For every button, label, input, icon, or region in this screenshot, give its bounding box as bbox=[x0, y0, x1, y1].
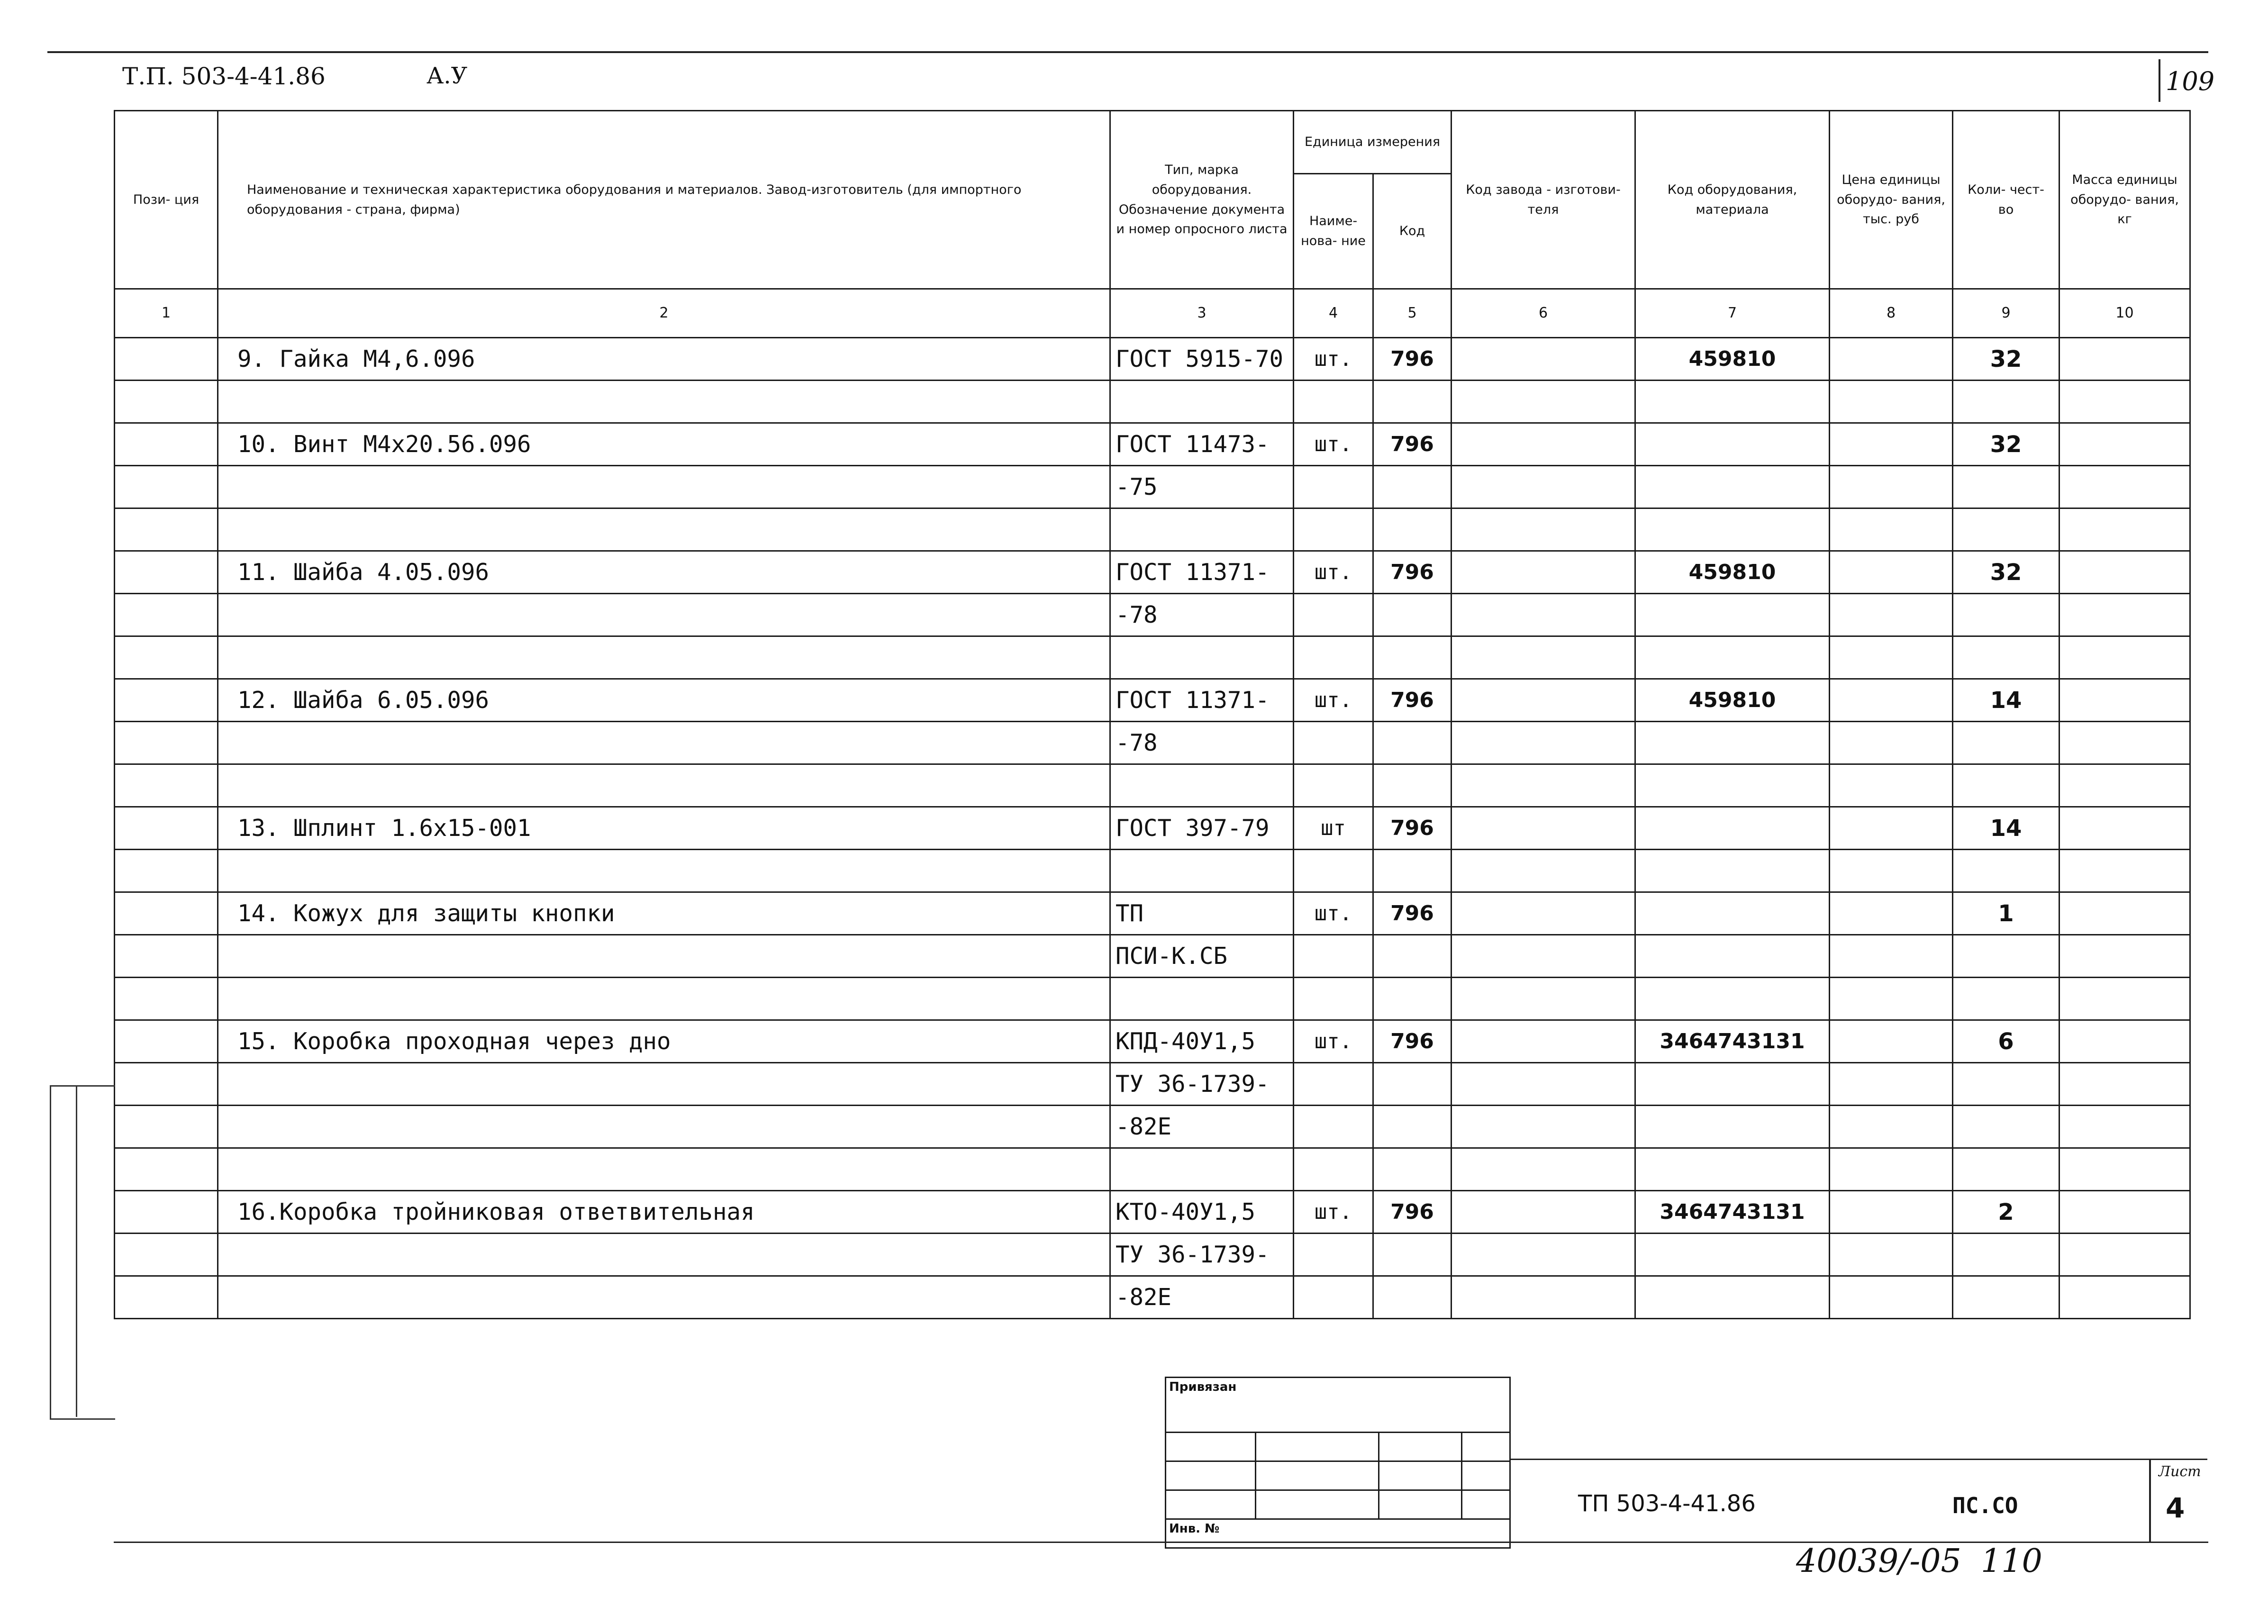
cell-type: КТО-40У1,5 bbox=[1110, 1191, 1294, 1234]
cell-code7: 3464743131 bbox=[1635, 1191, 1830, 1234]
cell-code6 bbox=[1452, 1106, 1635, 1148]
cell-qty bbox=[1953, 594, 2059, 636]
cell-unit bbox=[1294, 935, 1373, 978]
cell-type: ГОСТ 397-79 bbox=[1110, 807, 1294, 850]
cell-mass bbox=[2059, 1020, 2190, 1063]
cell-code5 bbox=[1373, 594, 1452, 636]
table-row bbox=[115, 1106, 2190, 1148]
cell-price bbox=[1830, 381, 1953, 423]
cell-type: ПСИ-К.СБ bbox=[1110, 935, 1294, 978]
cell-position bbox=[115, 679, 218, 722]
cell-position bbox=[115, 1106, 218, 1148]
cell-unit bbox=[1294, 1148, 1373, 1191]
cell-qty bbox=[1953, 722, 2059, 764]
table-row bbox=[115, 935, 2190, 978]
cell-unit bbox=[1294, 1234, 1373, 1276]
cell-type: КПД-40У1,5 bbox=[1110, 1020, 1294, 1063]
table-row bbox=[115, 1148, 2190, 1191]
cell-unit: шт. bbox=[1294, 338, 1373, 381]
cell-name bbox=[218, 466, 1110, 508]
cell-qty: 14 bbox=[1953, 807, 2059, 850]
cell-name bbox=[218, 508, 1110, 551]
footer-doc-code: ТП 503-4-41.86 bbox=[1578, 1490, 1756, 1517]
cell-qty bbox=[1953, 764, 2059, 807]
cell-code7 bbox=[1635, 935, 1830, 978]
table-row bbox=[115, 850, 2190, 892]
cell-price bbox=[1830, 1276, 1953, 1319]
cell-code6 bbox=[1452, 978, 1635, 1020]
cell-code7 bbox=[1635, 1063, 1830, 1106]
inventory-number-label: Инв. № bbox=[1166, 1519, 1510, 1548]
cell-mass bbox=[2059, 978, 2190, 1020]
cell-code7 bbox=[1635, 381, 1830, 423]
cell-unit bbox=[1294, 594, 1373, 636]
cell-mass bbox=[2059, 551, 2190, 594]
cell-price bbox=[1830, 850, 1953, 892]
sheet-number-top: 109 bbox=[2166, 66, 2215, 96]
cell-name bbox=[218, 978, 1110, 1020]
table-row bbox=[115, 978, 2190, 1020]
col-header-equipment-code: Код оборудования, материала bbox=[1635, 111, 1830, 289]
cell-type bbox=[1110, 850, 1294, 892]
table-row bbox=[115, 338, 2190, 381]
cell-code7 bbox=[1635, 636, 1830, 679]
cell-code5 bbox=[1373, 978, 1452, 1020]
cell-price bbox=[1830, 892, 1953, 935]
col-header-mass: Масса единицы оборудо- вания, кг bbox=[2059, 111, 2190, 289]
cell-name bbox=[218, 764, 1110, 807]
cell-mass bbox=[2059, 1191, 2190, 1234]
cell-unit bbox=[1294, 1276, 1373, 1319]
cell-position bbox=[115, 807, 218, 850]
cell-position bbox=[115, 1234, 218, 1276]
cell-price bbox=[1830, 1063, 1953, 1106]
table-row bbox=[115, 1020, 2190, 1063]
cell-name: 16.Коробка тройниковая ответвительная bbox=[218, 1191, 1110, 1234]
cell-name: 15. Коробка проходная через дно bbox=[218, 1020, 1110, 1063]
cell-code5 bbox=[1373, 636, 1452, 679]
col-num-7: 7 bbox=[1635, 289, 1830, 338]
cell-mass bbox=[2059, 636, 2190, 679]
cell-type: -82Е bbox=[1110, 1276, 1294, 1319]
cell-qty bbox=[1953, 935, 2059, 978]
cell-code5: 796 bbox=[1373, 1191, 1452, 1234]
cell-name bbox=[218, 850, 1110, 892]
cell-unit bbox=[1294, 381, 1373, 423]
cell-qty bbox=[1953, 1276, 2059, 1319]
cell-price bbox=[1830, 978, 1953, 1020]
cell-code7: 459810 bbox=[1635, 338, 1830, 381]
col-num-3: 3 bbox=[1110, 289, 1294, 338]
cell-mass bbox=[2059, 722, 2190, 764]
cell-code7: 459810 bbox=[1635, 679, 1830, 722]
cell-code6 bbox=[1452, 636, 1635, 679]
cell-unit: шт. bbox=[1294, 551, 1373, 594]
cell-code7 bbox=[1635, 1276, 1830, 1319]
cell-type bbox=[1110, 508, 1294, 551]
col-num-6: 6 bbox=[1452, 289, 1635, 338]
cell-qty bbox=[1953, 508, 2059, 551]
cell-name bbox=[218, 1148, 1110, 1191]
cell-mass bbox=[2059, 892, 2190, 935]
cell-code5 bbox=[1373, 764, 1452, 807]
cell-mass bbox=[2059, 1234, 2190, 1276]
cell-price bbox=[1830, 636, 1953, 679]
cell-unit: шт. bbox=[1294, 892, 1373, 935]
cell-name: 10. Винт М4х20.56.096 bbox=[218, 423, 1110, 466]
cell-mass bbox=[2059, 338, 2190, 381]
col-header-position: Пози- ция bbox=[115, 111, 218, 289]
cell-code5 bbox=[1373, 508, 1452, 551]
cell-code7: 3464743131 bbox=[1635, 1020, 1830, 1063]
cell-qty bbox=[1953, 978, 2059, 1020]
cell-price bbox=[1830, 1020, 1953, 1063]
cell-code7 bbox=[1635, 850, 1830, 892]
left-margin-divider bbox=[76, 1085, 77, 1417]
cell-position bbox=[115, 466, 218, 508]
table-row bbox=[115, 423, 2190, 466]
cell-mass bbox=[2059, 807, 2190, 850]
cell-code7 bbox=[1635, 764, 1830, 807]
cell-code7 bbox=[1635, 1148, 1830, 1191]
cell-name bbox=[218, 1063, 1110, 1106]
cell-code7: 459810 bbox=[1635, 551, 1830, 594]
cell-price bbox=[1830, 508, 1953, 551]
cell-mass bbox=[2059, 764, 2190, 807]
cell-code7 bbox=[1635, 508, 1830, 551]
cell-unit bbox=[1294, 764, 1373, 807]
cell-type bbox=[1110, 764, 1294, 807]
table-row bbox=[115, 508, 2190, 551]
cell-type: ТУ 36-1739- bbox=[1110, 1063, 1294, 1106]
cell-price bbox=[1830, 1234, 1953, 1276]
cell-qty: 2 bbox=[1953, 1191, 2059, 1234]
cell-type: ГОСТ 5915-70 bbox=[1110, 338, 1294, 381]
cell-code6 bbox=[1452, 892, 1635, 935]
col-num-4: 4 bbox=[1294, 289, 1373, 338]
cell-position bbox=[115, 764, 218, 807]
cell-qty bbox=[1953, 850, 2059, 892]
cell-code7 bbox=[1635, 423, 1830, 466]
cell-unit: шт. bbox=[1294, 423, 1373, 466]
cell-type: ГОСТ 11473- bbox=[1110, 423, 1294, 466]
cell-mass bbox=[2059, 1106, 2190, 1148]
cell-qty: 32 bbox=[1953, 423, 2059, 466]
table-row bbox=[115, 1276, 2190, 1319]
cell-qty bbox=[1953, 1063, 2059, 1106]
col-header-price: Цена единицы оборудо- вания, тыс. руб bbox=[1830, 111, 1953, 289]
col-header-unit-name: Наиме- нова- ние bbox=[1294, 174, 1373, 289]
cell-price bbox=[1830, 594, 1953, 636]
cell-mass bbox=[2059, 508, 2190, 551]
cell-code5 bbox=[1373, 1276, 1452, 1319]
col-num-10: 10 bbox=[2059, 289, 2190, 338]
cell-position bbox=[115, 892, 218, 935]
table-row bbox=[115, 381, 2190, 423]
cell-position bbox=[115, 636, 218, 679]
cell-code5 bbox=[1373, 935, 1452, 978]
cell-code7 bbox=[1635, 594, 1830, 636]
cell-mass bbox=[2059, 935, 2190, 978]
top-border-line bbox=[47, 51, 2208, 53]
cell-type bbox=[1110, 1148, 1294, 1191]
cell-type: -78 bbox=[1110, 722, 1294, 764]
cell-qty bbox=[1953, 381, 2059, 423]
cell-mass bbox=[2059, 1148, 2190, 1191]
doc-code-header: Т.П. 503-4-41.86 bbox=[122, 63, 326, 90]
cell-code5: 796 bbox=[1373, 1020, 1452, 1063]
cell-code6 bbox=[1452, 466, 1635, 508]
cell-code5 bbox=[1373, 1106, 1452, 1148]
cell-qty: 6 bbox=[1953, 1020, 2059, 1063]
cell-unit: шт bbox=[1294, 807, 1373, 850]
cell-name bbox=[218, 381, 1110, 423]
cell-code5 bbox=[1373, 1148, 1452, 1191]
cell-unit bbox=[1294, 508, 1373, 551]
cell-code6 bbox=[1452, 1148, 1635, 1191]
table-row bbox=[115, 764, 2190, 807]
cell-name bbox=[218, 935, 1110, 978]
col-header-unit-code: Код bbox=[1373, 174, 1452, 289]
footer-doc-mark: ПС.СО bbox=[1952, 1493, 2018, 1518]
cell-name bbox=[218, 1234, 1110, 1276]
cell-position bbox=[115, 1148, 218, 1191]
cell-position bbox=[115, 935, 218, 978]
cell-name bbox=[218, 722, 1110, 764]
cell-code5: 796 bbox=[1373, 892, 1452, 935]
col-num-5: 5 bbox=[1373, 289, 1452, 338]
cell-code7 bbox=[1635, 807, 1830, 850]
cell-position bbox=[115, 850, 218, 892]
cell-name: 14. Кожух для защиты кнопки bbox=[218, 892, 1110, 935]
cell-unit bbox=[1294, 850, 1373, 892]
sheet-number-frame bbox=[2159, 59, 2210, 102]
specification-body bbox=[115, 338, 2190, 1319]
cell-price bbox=[1830, 1191, 1953, 1234]
table-row bbox=[115, 1234, 2190, 1276]
table-row bbox=[115, 594, 2190, 636]
cell-type: ТУ 36-1739- bbox=[1110, 1234, 1294, 1276]
cell-mass bbox=[2059, 466, 2190, 508]
cell-name bbox=[218, 594, 1110, 636]
cell-position bbox=[115, 594, 218, 636]
cell-code5: 796 bbox=[1373, 807, 1452, 850]
cell-name bbox=[218, 636, 1110, 679]
col-header-name: Наименование и техническая характеристика оборудования и материалов. Завод-изготовитель (для импортного оборудования - страна, фирма) bbox=[218, 111, 1110, 289]
cell-mass bbox=[2059, 850, 2190, 892]
cell-position bbox=[115, 1191, 218, 1234]
cell-code7 bbox=[1635, 466, 1830, 508]
cell-name: 11. Шайба 4.05.096 bbox=[218, 551, 1110, 594]
cell-code5 bbox=[1373, 722, 1452, 764]
cell-qty bbox=[1953, 1234, 2059, 1276]
cell-price bbox=[1830, 807, 1953, 850]
cell-code6 bbox=[1452, 551, 1635, 594]
cell-code6 bbox=[1452, 508, 1635, 551]
table-row bbox=[115, 892, 2190, 935]
sheet-value: 4 bbox=[2166, 1492, 2185, 1524]
cell-price bbox=[1830, 764, 1953, 807]
col-num-9: 9 bbox=[1953, 289, 2059, 338]
cell-position bbox=[115, 1063, 218, 1106]
cell-code6 bbox=[1452, 935, 1635, 978]
cell-position bbox=[115, 423, 218, 466]
col-num-2: 2 bbox=[218, 289, 1110, 338]
cell-code6 bbox=[1452, 1276, 1635, 1319]
cell-code7 bbox=[1635, 1106, 1830, 1148]
cell-type: ТП bbox=[1110, 892, 1294, 935]
cell-price bbox=[1830, 338, 1953, 381]
cell-name: 12. Шайба 6.05.096 bbox=[218, 679, 1110, 722]
cell-price bbox=[1830, 423, 1953, 466]
cell-qty bbox=[1953, 636, 2059, 679]
cell-type: ГОСТ 11371- bbox=[1110, 679, 1294, 722]
cell-code6 bbox=[1452, 807, 1635, 850]
cell-name bbox=[218, 1106, 1110, 1148]
table-row bbox=[115, 807, 2190, 850]
cell-code5 bbox=[1373, 381, 1452, 423]
cell-mass bbox=[2059, 423, 2190, 466]
cell-type bbox=[1110, 636, 1294, 679]
archive-number: 40039/-05 bbox=[1796, 1542, 1961, 1580]
cell-unit bbox=[1294, 1106, 1373, 1148]
cell-position bbox=[115, 551, 218, 594]
page-number-bottom: 110 bbox=[1981, 1542, 2042, 1580]
cell-type: -75 bbox=[1110, 466, 1294, 508]
cell-unit bbox=[1294, 722, 1373, 764]
cell-qty bbox=[1953, 1106, 2059, 1148]
cell-code7 bbox=[1635, 892, 1830, 935]
binding-stamp-label: Привязан bbox=[1166, 1378, 1510, 1433]
cell-position bbox=[115, 978, 218, 1020]
cell-mass bbox=[2059, 594, 2190, 636]
col-header-factory-code: Код завода - изготови- теля bbox=[1452, 111, 1635, 289]
cell-price bbox=[1830, 935, 1953, 978]
cell-code5: 796 bbox=[1373, 423, 1452, 466]
cell-code6 bbox=[1452, 1234, 1635, 1276]
footer-frame-line bbox=[1511, 1459, 2207, 1460]
cell-position bbox=[115, 722, 218, 764]
cell-code5: 796 bbox=[1373, 338, 1452, 381]
cell-position bbox=[115, 338, 218, 381]
cell-name bbox=[218, 1276, 1110, 1319]
cell-code5: 796 bbox=[1373, 679, 1452, 722]
cell-position bbox=[115, 508, 218, 551]
cell-code6 bbox=[1452, 764, 1635, 807]
cell-code6 bbox=[1452, 381, 1635, 423]
cell-qty bbox=[1953, 466, 2059, 508]
table-row bbox=[115, 1191, 2190, 1234]
cell-price bbox=[1830, 679, 1953, 722]
cell-position bbox=[115, 1020, 218, 1063]
col-header-type: Тип, марка оборудования. Обозначение документа и номер опросного листа bbox=[1110, 111, 1294, 289]
table-row bbox=[115, 679, 2190, 722]
cell-code6 bbox=[1452, 1063, 1635, 1106]
cell-code6 bbox=[1452, 1020, 1635, 1063]
col-header-quantity: Коли- чест- во bbox=[1953, 111, 2059, 289]
cell-code7 bbox=[1635, 978, 1830, 1020]
cell-code6 bbox=[1452, 423, 1635, 466]
cell-qty: 32 bbox=[1953, 551, 2059, 594]
table-row bbox=[115, 551, 2190, 594]
cell-unit bbox=[1294, 978, 1373, 1020]
cell-position bbox=[115, 1276, 218, 1319]
cell-type: ГОСТ 11371- bbox=[1110, 551, 1294, 594]
cell-type bbox=[1110, 381, 1294, 423]
cell-code5 bbox=[1373, 1234, 1452, 1276]
cell-qty: 1 bbox=[1953, 892, 2059, 935]
cell-code6 bbox=[1452, 1191, 1635, 1234]
cell-price bbox=[1830, 1148, 1953, 1191]
cell-qty bbox=[1953, 1148, 2059, 1191]
cell-unit bbox=[1294, 1063, 1373, 1106]
cell-code6 bbox=[1452, 594, 1635, 636]
cell-unit bbox=[1294, 636, 1373, 679]
specification-table bbox=[114, 110, 2191, 1319]
cell-unit: шт. bbox=[1294, 679, 1373, 722]
sheet-label: Лист bbox=[2159, 1463, 2201, 1480]
table-row bbox=[115, 466, 2190, 508]
cell-code5 bbox=[1373, 466, 1452, 508]
cell-price bbox=[1830, 466, 1953, 508]
cell-qty: 32 bbox=[1953, 338, 2059, 381]
cell-position bbox=[115, 381, 218, 423]
cell-unit bbox=[1294, 466, 1373, 508]
cell-type bbox=[1110, 978, 1294, 1020]
cell-name: 9. Гайка М4,6.096 bbox=[218, 338, 1110, 381]
cell-code7 bbox=[1635, 1234, 1830, 1276]
col-num-1: 1 bbox=[115, 289, 218, 338]
cell-qty: 14 bbox=[1953, 679, 2059, 722]
cell-mass bbox=[2059, 1063, 2190, 1106]
cell-mass bbox=[2059, 679, 2190, 722]
cell-code5 bbox=[1373, 850, 1452, 892]
cell-code5: 796 bbox=[1373, 551, 1452, 594]
left-margin-stamp bbox=[50, 1085, 115, 1420]
cell-price bbox=[1830, 551, 1953, 594]
col-header-unit-group: Единица измерения bbox=[1294, 111, 1452, 174]
table-row bbox=[115, 636, 2190, 679]
cell-code6 bbox=[1452, 850, 1635, 892]
col-num-8: 8 bbox=[1830, 289, 1953, 338]
cell-mass bbox=[2059, 1276, 2190, 1319]
cell-price bbox=[1830, 722, 1953, 764]
table-row bbox=[115, 722, 2190, 764]
cell-unit: шт. bbox=[1294, 1020, 1373, 1063]
binding-stamp bbox=[1165, 1377, 1511, 1549]
cell-code6 bbox=[1452, 679, 1635, 722]
cell-type: -82Е bbox=[1110, 1106, 1294, 1148]
cell-code5 bbox=[1373, 1063, 1452, 1106]
cell-unit: шт. bbox=[1294, 1191, 1373, 1234]
cell-code7 bbox=[1635, 722, 1830, 764]
cell-type: -78 bbox=[1110, 594, 1294, 636]
cell-mass bbox=[2059, 381, 2190, 423]
table-row bbox=[115, 1063, 2190, 1106]
cell-price bbox=[1830, 1106, 1953, 1148]
cell-code6 bbox=[1452, 338, 1635, 381]
cell-name: 13. Шплинт 1.6х15-001 bbox=[218, 807, 1110, 850]
cell-code6 bbox=[1452, 722, 1635, 764]
section-label: А.У bbox=[426, 63, 468, 89]
